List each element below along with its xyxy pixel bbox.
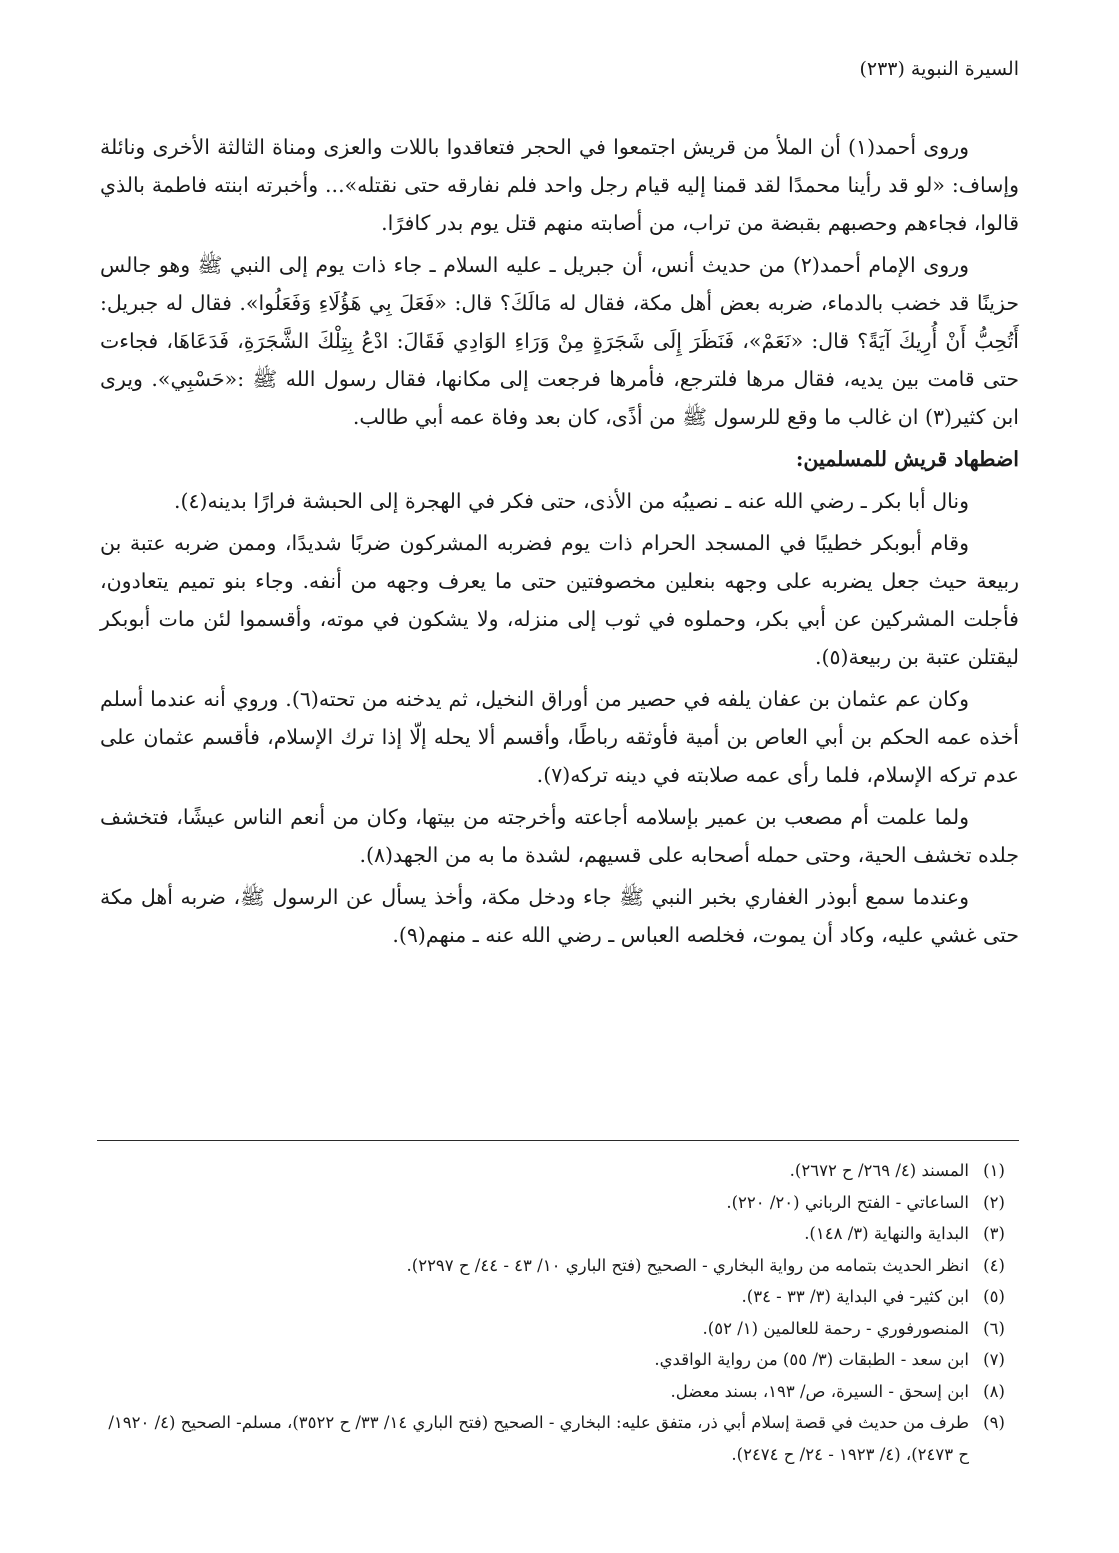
footnote <box>100 1187 1019 1219</box>
paragraph: ونال أبا بكر ـ رضي الله عنه ـ نصيبُه من الأذى، حتى فكر في الهجرة إلى الحبشة فرارًا بدينه(٤). <box>173 489 969 513</box>
paragraph: وقام أبوبكر خطيبًا في المسجد الحرام ذات يوم فضربه المشركون ضربًا شديدًا، وممن ضربه عتبة بن ربيعة حيث جعل يضربه على وجهه بنعلين مخصوفتين حتى ما يعرف وجهه من أنفه. وجاء بنو تميم يتعادون، فأجلت المشركين عن أبي بكر، وحملوه في ثوب إلى منزله، ولا يشكون في موته، وأقسموا لئن مات أبوبكر ليقتلن عتبة بن ربيعة(٥). <box>100 531 1019 669</box>
footnote <box>100 1313 1019 1345</box>
footnote-text: ابن سعد - الطبقات (٣/ ٥٥) من رواية الواقدي. <box>654 1350 969 1369</box>
footnote-number: (٥) <box>983 1287 1005 1306</box>
paragraph: وروى أحمد(١) أن الملأ من قريش اجتمعوا في الحجر فتعاقدوا باللات والعزى ومناة الثالثة الأخرى ونائلة وإساف: «لو قد رأينا محمدًا لقد قمنا إليه قيام رجل واحد فلم نفارقه حتى نقتله»... وأخبرته ابنته فاطمة بالذي قالوا، فجاءهم وحصبهم بقبضة من تراب، من أصابته منهم قتل يوم بدر كافرًا. <box>100 135 1019 235</box>
paragraph: وكان عم عثمان بن عفان يلفه في حصير من أوراق النخيل، ثم يدخنه من تحته(٦). وروي أنه عندما أسلم أخذه عمه الحكم بن أبي العاص بن أمية فأوثقه رباطًا، وأقسم ألا يحله إلّا إذا ترك الإسلام، فأقسم عثمان على عدم تركه الإسلام، فلما رأى عمه صلابته في دينه تركه(٧). <box>100 687 1019 787</box>
section-heading: اضطهاد قريش للمسلمين: <box>795 447 1019 471</box>
running-head: السيرة النبوية (٢٣٣) <box>859 58 1019 80</box>
footnote-text: المنصورفوري - رحمة للعالمين (١/ ٥٢). <box>702 1318 969 1338</box>
footnote-text: المسند (٤/ ٢٦٩/ ح ٢٦٧٢). <box>789 1161 969 1180</box>
footnote <box>100 1155 1019 1187</box>
footnote <box>100 1344 1019 1376</box>
footnote <box>100 1376 1019 1408</box>
footnote-text: ابن إسحق - السيرة، ص/ ١٩٣، بسند معضل. <box>670 1381 969 1401</box>
footnote-number: (٩) <box>983 1413 1005 1432</box>
paragraph: ولما علمت أم مصعب بن عمير بإسلامه أجاعته وأخرجته من بيتها، وكان من أنعم الناس عيشًا، فتخشف جلده تخشف الحية، وحتى حمله أصحابه على قسيهم، لشدة ما به من الجهد(٨). <box>100 805 1019 867</box>
footnote-divider <box>97 1140 1019 1141</box>
footnote-text: البداية والنهاية (٣/ ١٤٨). <box>804 1224 969 1243</box>
footnote-text: انظر الحديث بتمامه من رواية البخاري - الصحيح (فتح الباري ١٠/ ٤٣ - ٤٤/ ح ٢٢٩٧). <box>406 1255 969 1275</box>
footnotes <box>100 1155 1019 1470</box>
footnote-number: (١) <box>983 1161 1005 1180</box>
footnote-number: (٧) <box>983 1350 1005 1369</box>
footnote-text: طرف من حديث في قصة إسلام أبي ذر، متفق عليه: البخاري - الصحيح (فتح الباري ١٤/ ٣٣/ ح ٣٥٢٢)، مسلم- الصحيح (٤/ ١٩٢٠/ ح ٢٤٧٣)، (٤/ ١٩٢٣ - ٢٤/ ح ٢٤٧٤). <box>108 1413 969 1464</box>
main-text <box>100 128 1019 958</box>
footnote-number: (٣) <box>983 1224 1005 1243</box>
footnote-number: (٦) <box>983 1318 1005 1338</box>
paragraph: وروى الإمام أحمد(٢) من حديث أنس، أن جبريل ـ عليه السلام ـ جاء ذات يوم إلى النبي ﷺ وهو جالس حزينًا قد خضب بالدماء، ضربه بعض أهل مكة، فقال له مَالَكَ؟ قال: «فَعَلَ بِي هَؤُلَاءِ وَفَعَلُوا». فقال له جبريل: أَتُحِبُّ أَنْ أُرِيكَ آيَةً؟ قال: «نَعَمْ»، فَنَظَرَ إِلَى شَجَرَةٍ مِنْ وَرَاءِ الوَادِي فَقَالَ: ادْعُ بِتِلْكَ الشَّجَرَةِ، فَدَعَاهَا، فجاءت حتى قامت بين يديه، فقال مرها فلترجع، فأمرها فرجعت إلى مكانها، فقال رسول الله ﷺ :«حَسْبِي». ويرى ابن كثير(٣) ان غالب ما وقع للرسول ﷺ من أذًى، كان بعد وفاة عمه أبي طالب. <box>100 253 1019 429</box>
footnote-number: (٨) <box>983 1381 1005 1401</box>
footnote <box>100 1250 1019 1282</box>
footnote <box>100 1407 1019 1470</box>
footnote-text: ابن كثير- في البداية (٣/ ٣٣ - ٣٤). <box>741 1287 969 1306</box>
footnote-number: (٢) <box>983 1192 1005 1212</box>
footnote-number: (٤) <box>983 1255 1005 1275</box>
footnote-text: الساعاتي - الفتح الرباني (٢٠/ ٢٢٠). <box>726 1192 969 1212</box>
footnote <box>100 1218 1019 1250</box>
footnote <box>100 1281 1019 1313</box>
paragraph: وعندما سمع أبوذر الغفاري بخبر النبي ﷺ جاء ودخل مكة، وأخذ يسأل عن الرسول ﷺ، ضربه أهل مكة حتى غشي عليه، وكاد أن يموت، فخلصه العباس ـ رضي الله عنه ـ منهم(٩). <box>100 885 1019 947</box>
